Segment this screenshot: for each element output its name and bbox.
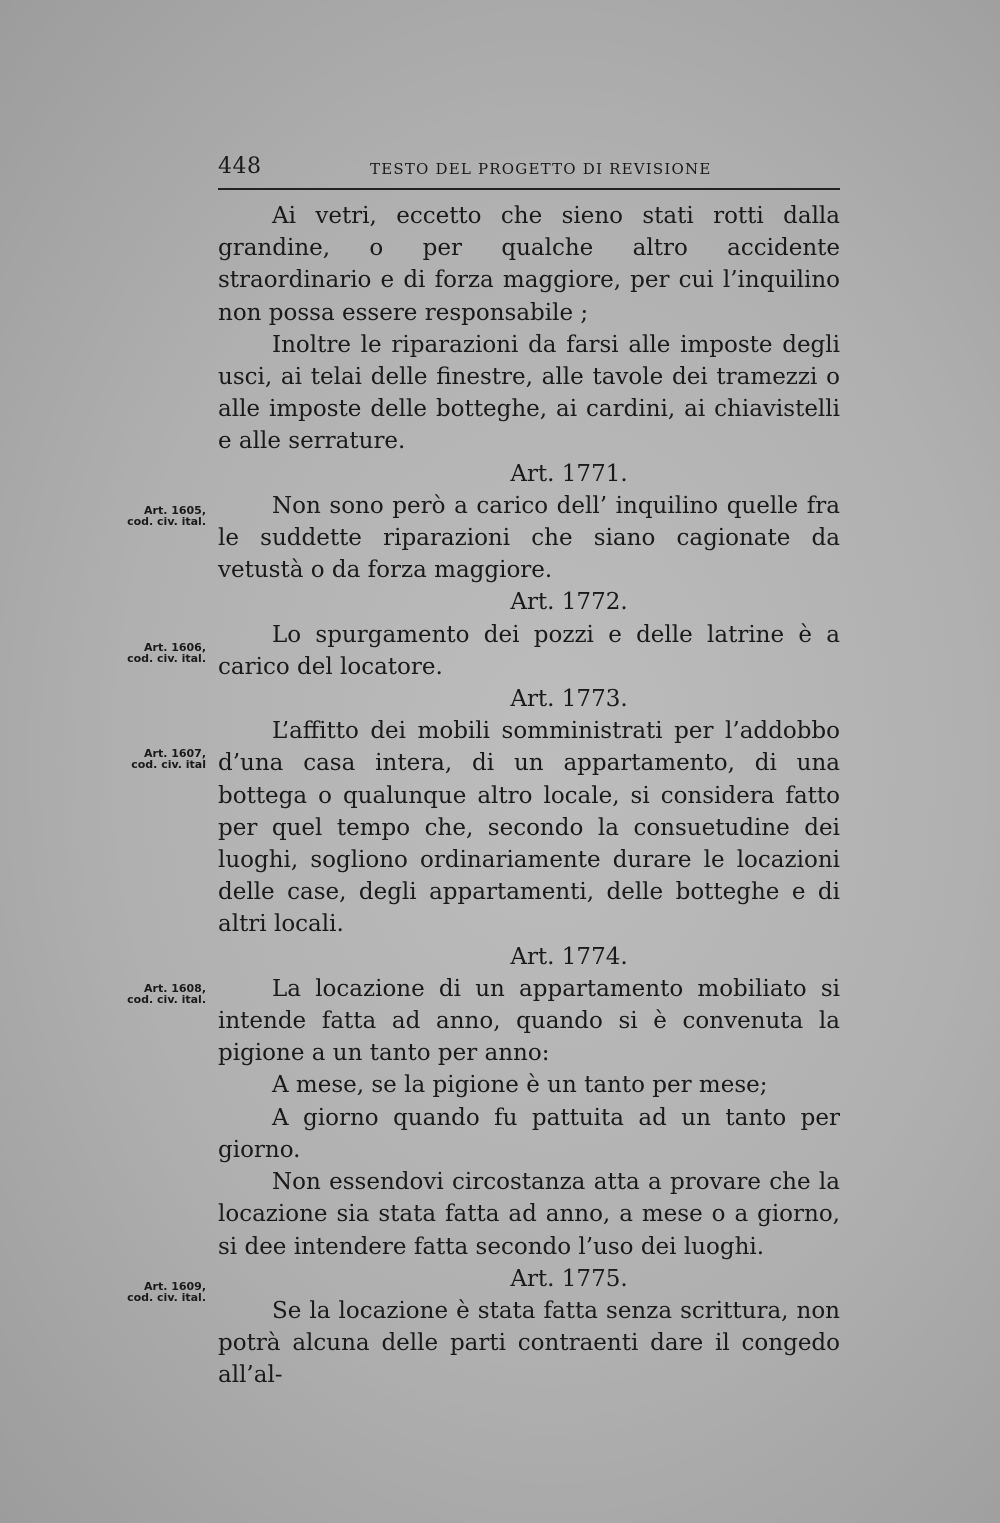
margin-note-article: Art. 1609, — [144, 1280, 206, 1293]
article-text-1774-b: A mese, se la pigione è un tanto per mese; — [272, 1072, 768, 1099]
margin-note-1607 — [96, 748, 206, 770]
margin-note-code: cod. civ. ital. — [127, 652, 206, 665]
article-heading-1774: Art. 1774. — [510, 943, 628, 970]
running-head: TESTO DEL PROGETTO DI REVISIONE — [370, 160, 712, 178]
margin-note-code: cod. civ. ital. — [127, 1291, 206, 1304]
article-text-1772: Lo spurgamento dei pozzi e delle latrine è a carico del locatore. — [218, 621, 840, 680]
margin-note-1609 — [96, 1281, 206, 1303]
paragraph-vetri: Ai vetri, eccetto che sieno stati rotti dalla grandine, o per qualche altro accidente straordinario e di forza maggiore, per cui l’inquilino non possa essere responsabile ; — [218, 203, 840, 326]
margin-note-article: Art. 1606, — [144, 641, 206, 654]
margin-note-code: cod. civ. ital — [131, 758, 206, 771]
margin-note-code: cod. civ. ital. — [127, 515, 206, 528]
page-number: 448 — [218, 154, 262, 179]
article-text-1775: Se la locazione è stata fatta senza scrittura, non potrà alcuna delle parti contraenti dare il congedo all’al- — [218, 1297, 840, 1389]
margin-note-1608 — [96, 983, 206, 1005]
margin-note-code: cod. civ. ital. — [127, 993, 206, 1006]
article-text-1774-a: La locazione di un appartamento mobiliato si intende fatta ad anno, quando si è convenuta la pigione a un tanto per anno: — [218, 975, 840, 1067]
article-text-1774-c: A giorno quando fu pattuita ad un tanto per giorno. — [218, 1104, 840, 1163]
article-heading-1775: Art. 1775. — [510, 1265, 628, 1292]
margin-note-1605 — [96, 505, 206, 527]
article-heading-1772: Art. 1772. — [510, 589, 628, 616]
page-header — [218, 154, 840, 190]
margin-note-article: Art. 1607, — [144, 747, 206, 760]
margin-note-article: Art. 1608, — [144, 982, 206, 995]
margin-note-article: Art. 1605, — [144, 504, 206, 517]
margin-note-1606 — [96, 642, 206, 664]
article-heading-1771: Art. 1771. — [510, 460, 628, 487]
body-text — [218, 200, 840, 1392]
article-heading-1773: Art. 1773. — [510, 686, 628, 713]
paragraph-inoltre: Inoltre le riparazioni da farsi alle imposte degli usci, ai telai delle finestre, alle tavole dei tramezzi o alle imposte delle botteghe, ai cardini, ai chiavistelli e alle serrature. — [218, 331, 840, 455]
article-text-1773: L’affitto dei mobili somministrati per l’addobbo d’una casa intera, di un appartamento, di una bottega o qualunque altro locale, si considera fatto per quel tempo che, secondo la consuetudine dei luoghi, sogliono ordinariamente durare le locazioni delle case, degli appartamenti, delle botteghe e di altri locali. — [218, 718, 840, 938]
article-text-1771: Non sono però a carico dell’ inquilino quelle fra le suddette riparazioni che siano cagionate da vetustà o da forza maggiore. — [218, 492, 840, 584]
article-text-1774-d: Non essendovi circostanza atta a provare che la locazione sia stata fatta ad anno, a mese o a giorno, si dee intendere fatta secondo l’uso dei luoghi. — [218, 1169, 840, 1260]
